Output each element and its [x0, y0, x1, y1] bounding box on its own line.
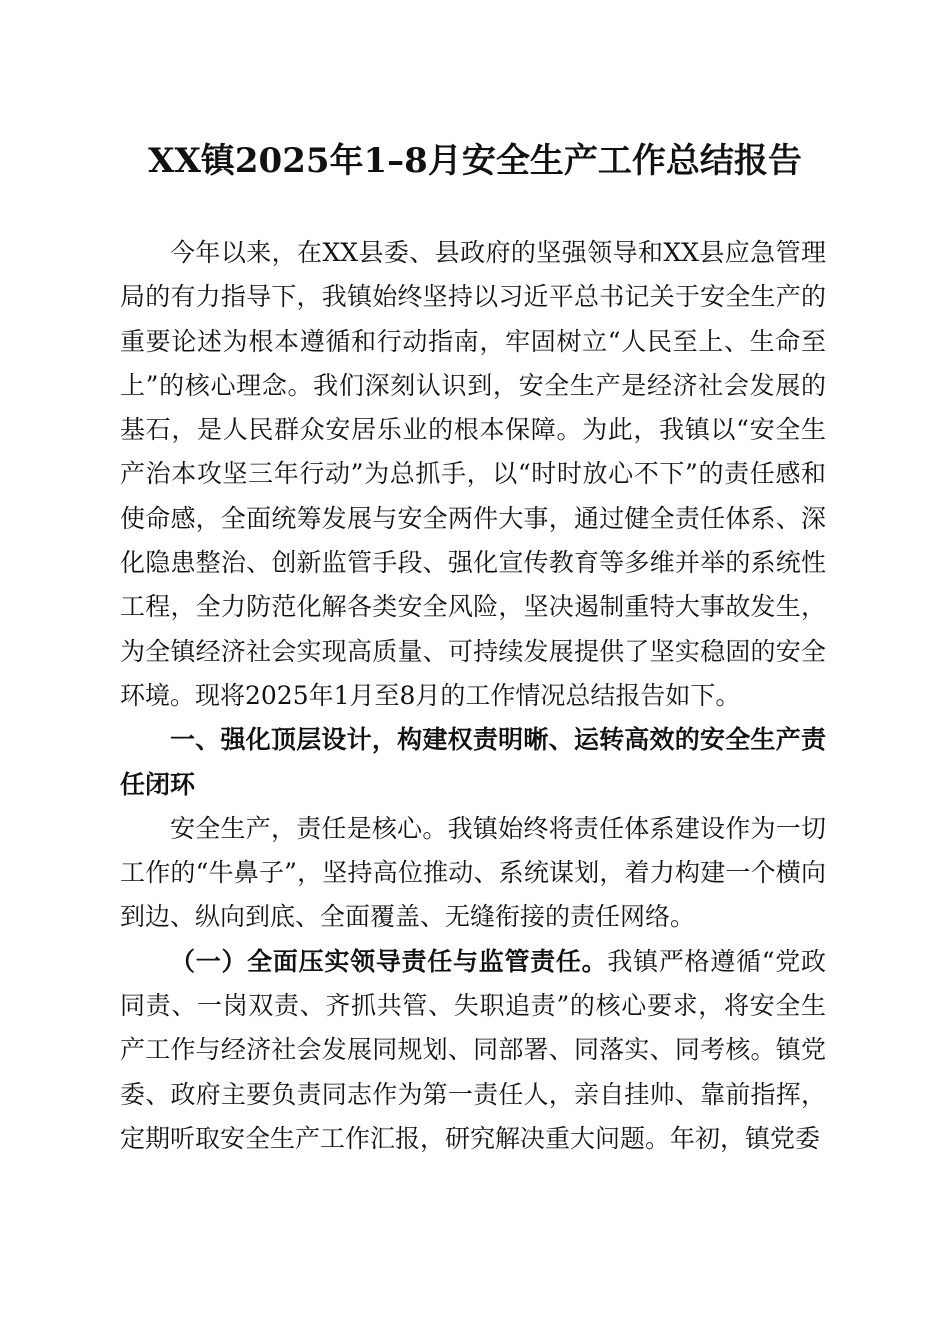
subsection-1-paragraph: [120, 940, 826, 1161]
section-1-intro-paragraph: 安全生产，责任是核心。我镇始终将责任体系建设作为一切工作的“牛鼻子”，坚持高位推动、系统谋划，着力构建一个横向到边、纵向到底、全面覆盖、无缝衔接的责任网络。: [120, 813, 826, 932]
document-body: [120, 231, 826, 1161]
subsection-1-lead: （一）全面压实领导责任与监管责任。: [170, 946, 608, 976]
intro-paragraph: 今年以来，在XX县委、县政府的坚强领导和XX县应急管理局的有力指导下，我镇始终坚持以习近平总书记关于安全生产的重要论述为根本遵循和行动指南，牢固树立“人民至上、生命至上”的核心理念。我们深刻认识到，安全生产是经济社会发展的基石，是人民群众安居乐业的根本保障。为此，我镇以“安全生产治本攻坚三年行动”为总抓手，以“时时放心不下”的责任感和使命感，全面统筹发展与安全两件大事，通过健全责任体系、深化隐患整治、创新监管手段、强化宣传教育等多维并举的系统性工程，全力防范化解各类安全风险，坚决遏制重特大事故发生，为全镇经济社会实现高质量、可持续发展提供了坚实稳固的安全环境。现将2025年1月至8月的工作情况总结报告如下。: [120, 238, 826, 710]
document-title: XX镇2025年1–8月安全生产工作总结报告: [148, 141, 802, 181]
section-1-heading: 一、强化顶层设计，构建权责明晰、运转高效的安全生产责任闭环: [120, 725, 826, 799]
subsection-1-text: 我镇严格遵循“党政同责、一岗双责、齐抓共管、失职追责”的核心要求，将安全生产工作与经济社会发展同规划、同部署、同落实、同考核。镇党委、政府主要负责同志作为第一责任人，亲自挂帅、靠前指挥，定期听取安全生产工作汇报，研究解决重大问题。年初，镇党委: [120, 946, 826, 1153]
